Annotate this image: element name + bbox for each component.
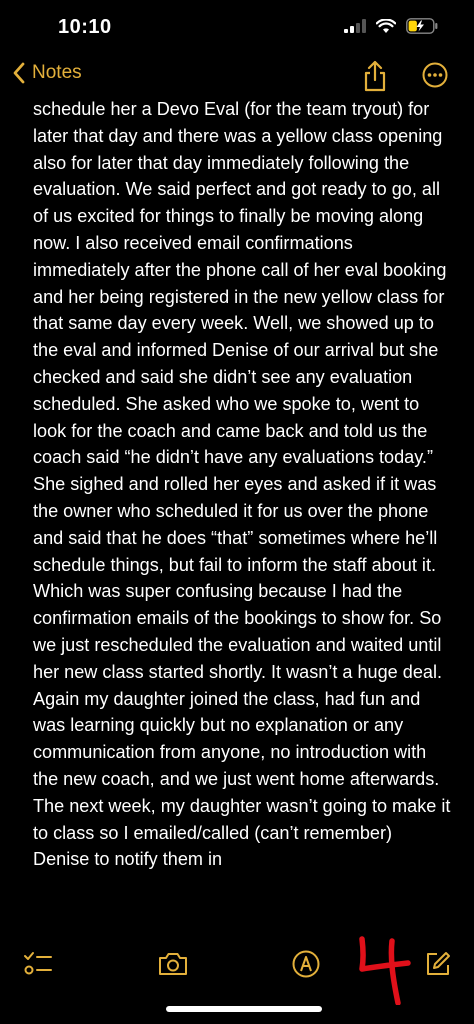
handwritten-annotation xyxy=(356,933,412,1005)
nav-bar xyxy=(0,56,474,96)
markup-button[interactable] xyxy=(290,948,322,980)
ellipsis-circle-icon xyxy=(422,62,448,88)
compose-button[interactable] xyxy=(422,948,454,980)
back-button[interactable] xyxy=(12,62,82,84)
note-text: schedule her a Devo Eval (for the team tryout) for later that day and there was a yellow class opening also for later that day immediately following the evaluation. We said perfect and got ready to go, all of us excited for things to finally be moving along now. I also received email confirmations immediately after the phone call of her eval booking and her being registered in the new yellow class for that same day every week. Well, we showed up to the eval and informed Denise of our arrival but she checked and said she didn’t see any evaluation scheduled. She asked who we spoke to, went to look for the coach and came back and told us the coach said “he didn’t have any evaluations today.” She sighed and rolled her eyes and asked if it was the owner who scheduled it for us over the phone and said that he does “that” sometimes where he’ll schedule things, but fail to inform the staff about it. Which was super confusing because I had the confirmation emails of the bookings to show for. So we just rescheduled the evaluation and waited until her new class started shortly. It wasn’t a huge deal. Again my daughter joined the class, had fun and was learning quickly but no explanation or any communication from anyone, no introduction with the new coach, and we just went home afterwards. The next week, my daughter wasn’t going to make it to class so I emailed/called (can’t remember) Denise to notify them in xyxy=(33,99,451,870)
note-body[interactable] xyxy=(33,96,453,934)
checklist-icon xyxy=(23,951,53,977)
share-button[interactable] xyxy=(362,60,388,97)
more-button[interactable] xyxy=(422,62,448,93)
status-time: 10:10 xyxy=(58,16,112,38)
checklist-button[interactable] xyxy=(22,948,54,980)
home-indicator[interactable] xyxy=(166,1006,322,1012)
share-icon xyxy=(362,60,388,92)
back-label: Notes xyxy=(32,62,82,83)
markup-pen-icon xyxy=(291,949,321,979)
compose-icon xyxy=(424,950,452,978)
chevron-left-icon xyxy=(12,62,26,84)
handwritten-number-four xyxy=(356,933,412,1005)
camera-icon xyxy=(157,951,189,977)
camera-button[interactable] xyxy=(157,948,189,980)
